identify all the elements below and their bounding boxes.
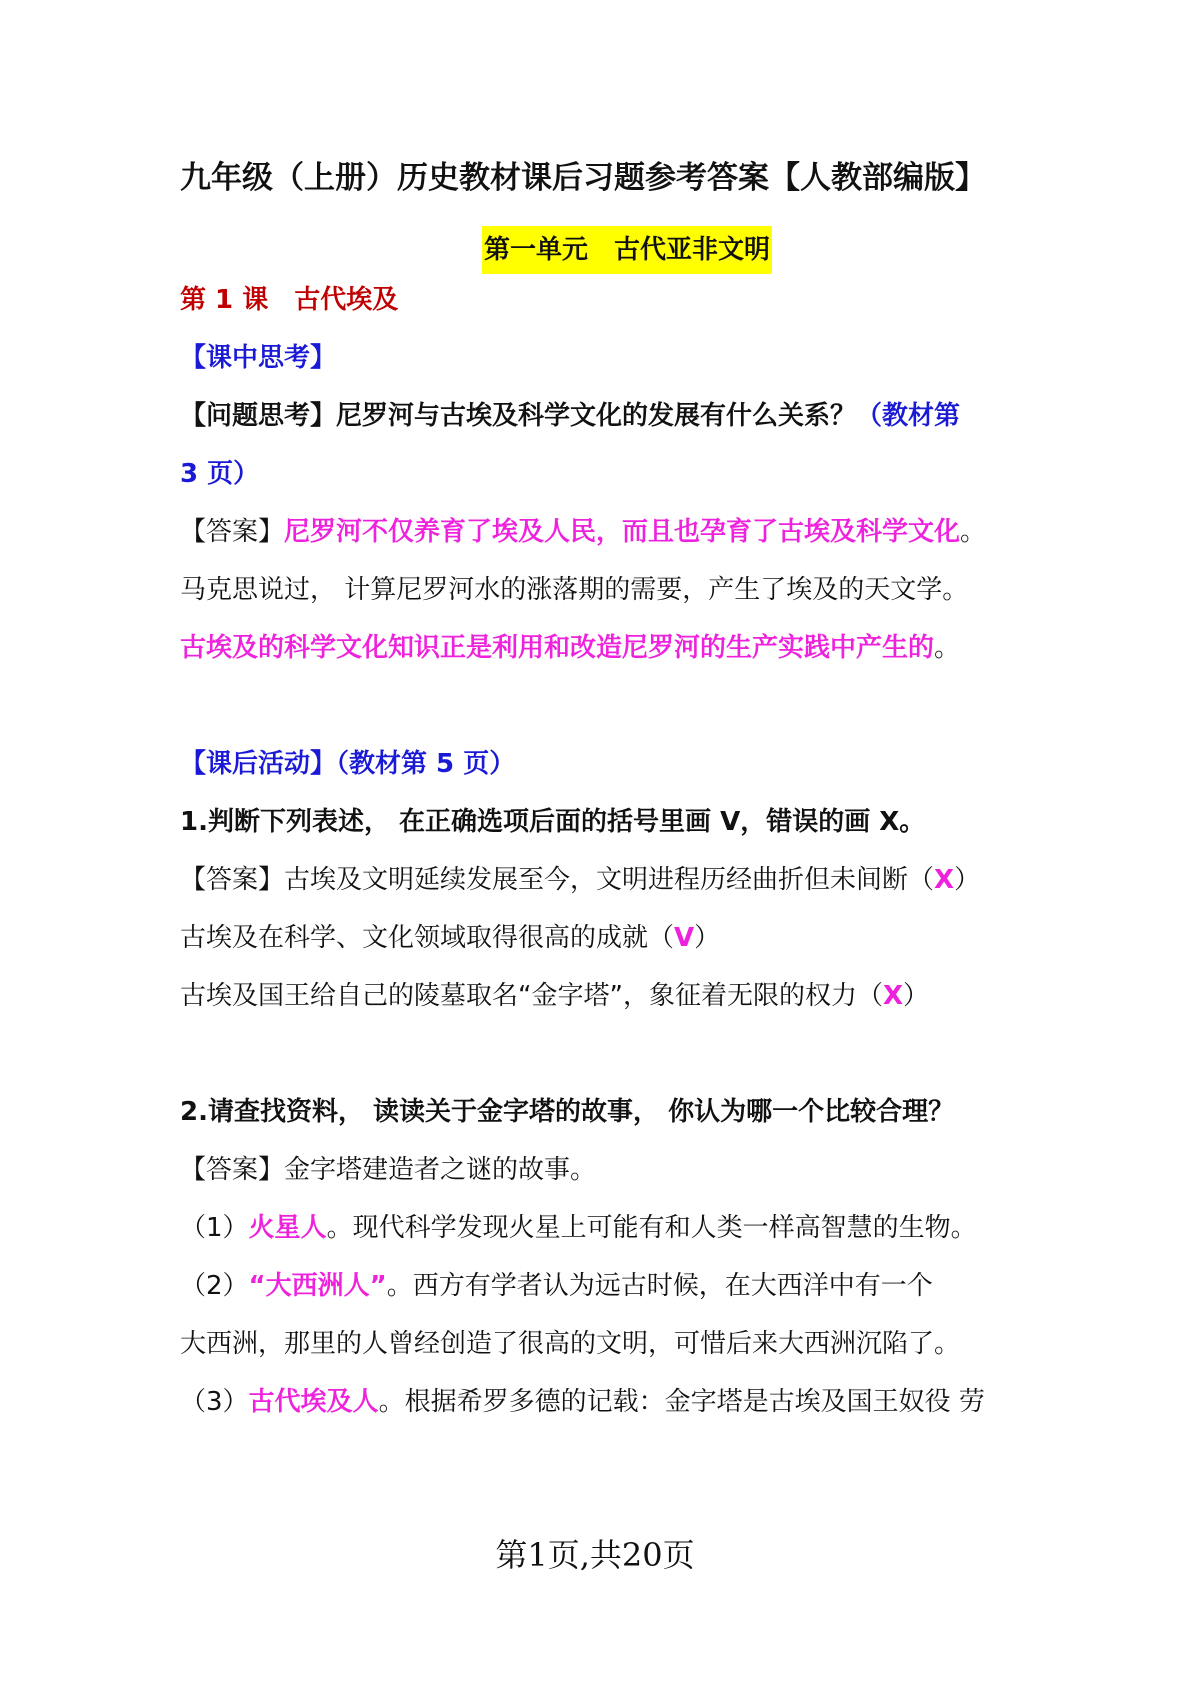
question-line — [180, 398, 960, 434]
answer-line-3 — [180, 630, 960, 666]
q2-item-1 — [180, 1210, 977, 1246]
q2-item-2-continued: 大西洲，那里的人曾经创造了很高的文明，可惜后来大西洲沉陷了。 — [180, 1329, 961, 1359]
lesson-heading: 第 1 课 古代埃及 — [180, 285, 399, 315]
document-title: 九年级（上册）历史教材课后习题参考答案【人教部编版】 — [180, 160, 986, 196]
q2-item-text: 。西方有学者认为远古时候，在大西洋中有一个 — [386, 1271, 933, 1301]
answer-period: 。 — [960, 517, 987, 547]
q1-item-text: 古埃及国王给自己的陵墓取名“金字塔”，象征着无限的权力（ — [180, 981, 883, 1011]
q2-item-highlight: “大西洲人” — [248, 1271, 387, 1301]
q2-item-text: 。根据希罗多德的记载：金字塔是古埃及国王奴役 劳 — [378, 1387, 985, 1417]
question-ref: （教材第 — [856, 401, 961, 431]
question-label: 【问题思考】 — [180, 401, 337, 431]
q1-item-close: ） — [954, 865, 981, 895]
q2-item-highlight: 古代埃及人 — [248, 1387, 379, 1417]
answer-highlight-2: 古埃及的科学文化知识正是利用和改造尼罗河的生产实践中产生的 — [180, 633, 935, 663]
q2-item-number: （2） — [180, 1271, 249, 1301]
q1-answer-label: 【答案】 — [180, 865, 285, 895]
question-1: 1.判断下列表述， 在正确选项后面的括号里画 V，错误的画 X。 — [180, 807, 926, 837]
answer-line-2: 马克思说过， 计算尼罗河水的涨落期的需要，产生了埃及的天文学。 — [180, 575, 969, 605]
q2-answer — [180, 1152, 596, 1188]
q2-item-3 — [180, 1384, 985, 1420]
q1-item-close: ） — [903, 981, 930, 1011]
q1-answer-item-1 — [180, 862, 980, 898]
question-2: 2.请查找资料， 读读关于金字塔的故事， 你认为哪一个比较合理？ — [180, 1097, 955, 1127]
question-text: 尼罗河与古埃及科学文化的发展有什么关系？ — [336, 401, 857, 431]
q1-item-close: ） — [694, 923, 721, 953]
q1-item-text: 古埃及在科学、文化领域取得很高的成就（ — [180, 923, 675, 953]
q1-answer-item-3 — [180, 978, 929, 1014]
answer-line-1 — [180, 514, 986, 550]
section-in-class: 【课中思考】 — [180, 343, 337, 373]
q1-item-mark: X — [934, 865, 955, 895]
q1-item-text: 古埃及文明延续发展至今，文明进程历经曲折但未间断（ — [284, 865, 935, 895]
q2-item-text: 。现代科学发现火星上可能有和人类一样高智慧的生物。 — [326, 1213, 977, 1243]
answer-period-2: 。 — [934, 633, 961, 663]
q2-item-highlight: 火星人 — [248, 1213, 327, 1243]
page-footer: 第1页,共20页 — [495, 1536, 695, 1574]
section-after-class: 【课后活动】（教材第 5 页） — [180, 749, 516, 779]
q1-item-mark: X — [882, 981, 903, 1011]
q2-item-number: （3） — [180, 1387, 249, 1417]
q2-answer-label: 【答案】 — [180, 1155, 285, 1185]
question-ref-continued: 3 页） — [180, 459, 260, 489]
q2-item-2 — [180, 1268, 933, 1304]
unit-heading: 第一单元 古代亚非文明 — [482, 226, 772, 274]
q1-item-mark: V — [674, 923, 695, 953]
answer-highlight: 尼罗河不仅养育了埃及人民，而且也孕育了古埃及科学文化 — [284, 517, 961, 547]
q2-item-number: （1） — [180, 1213, 249, 1243]
answer-label: 【答案】 — [180, 517, 285, 547]
q2-answer-text: 金字塔建造者之谜的故事。 — [284, 1155, 597, 1185]
q1-answer-item-2 — [180, 920, 720, 956]
